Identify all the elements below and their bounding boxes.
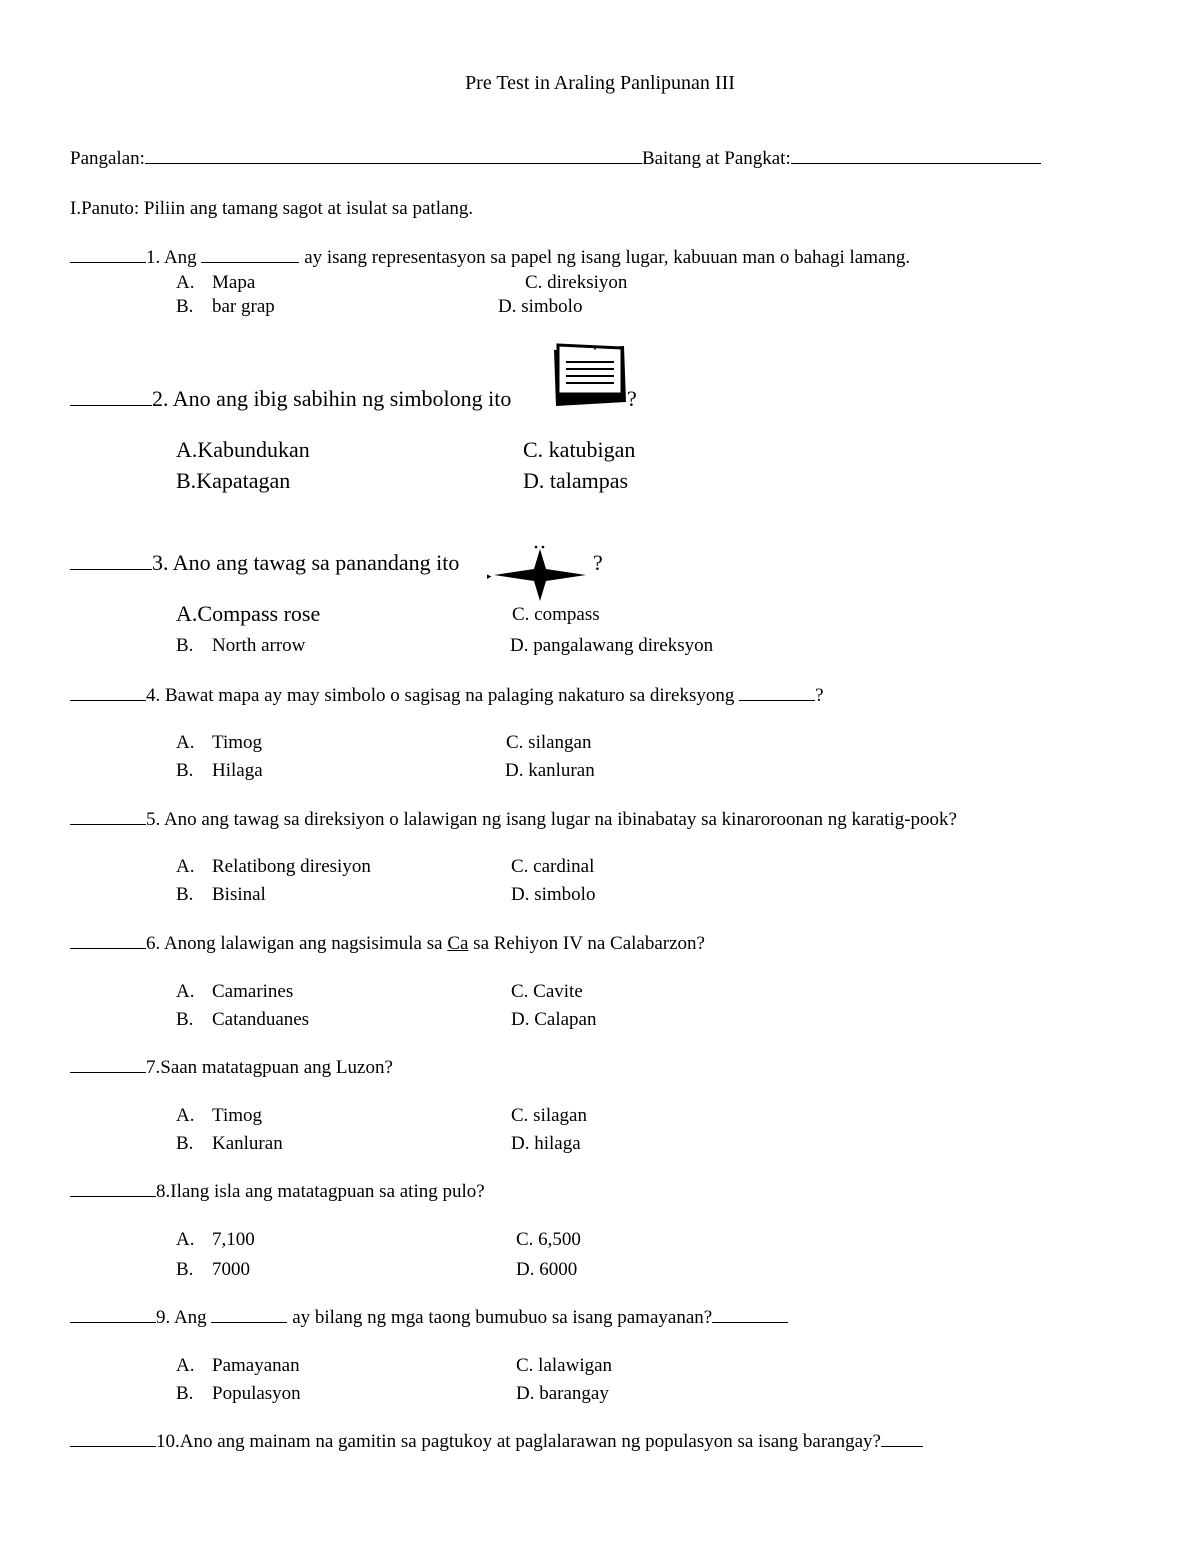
option-letter: B. <box>176 1009 194 1030</box>
option-text: Catanduanes <box>212 1009 310 1030</box>
question-text: Ano ang tawag sa direksiyon o lalawigan ng isang lugar na ibinabatay sa kinaroroonan ng karatig-pook? <box>163 809 957 830</box>
question-text: Anong lalawigan ang nagsisimula sa <box>163 933 443 954</box>
question-text: ay isang representasyon sa papel ng isang lugar, kabuuan man o bahagi lamang. <box>304 247 911 268</box>
option-b[interactable] <box>176 1384 301 1403</box>
option-letter: A. <box>176 981 195 1002</box>
option-text: Kapatagan <box>196 468 291 493</box>
option-d[interactable]: D. hilaga <box>511 1133 581 1154</box>
question-number: 1. <box>146 247 161 268</box>
option-letter: B. <box>176 1133 194 1154</box>
option-text: 7,100 <box>212 1229 255 1250</box>
option-b[interactable] <box>176 636 305 655</box>
question-10 <box>70 1432 923 1451</box>
option-letter: B. <box>176 635 194 656</box>
question-number: 10. <box>156 1431 180 1452</box>
answer-blank-7[interactable] <box>70 1071 146 1073</box>
option-text: Bisinal <box>212 884 266 905</box>
option-b[interactable] <box>176 297 275 316</box>
option-letter: A. <box>176 1229 195 1250</box>
option-letter: B. <box>176 468 197 493</box>
question-7 <box>70 1058 393 1077</box>
option-text: Compass rose <box>197 601 321 626</box>
option-b[interactable] <box>176 761 263 780</box>
question-8 <box>70 1182 485 1201</box>
option-b[interactable] <box>176 1010 309 1029</box>
option-letter: A. <box>176 856 195 877</box>
question-text: Bawat mapa ay may simbolo o sagisag na palaging nakaturo sa direksyong <box>165 685 735 706</box>
option-d[interactable]: D. simbolo <box>498 296 583 317</box>
option-b[interactable] <box>176 1134 283 1153</box>
option-c[interactable]: C. lalawigan <box>516 1355 613 1376</box>
answer-blank-9[interactable] <box>70 1321 156 1323</box>
option-c[interactable]: C. cardinal <box>511 856 595 877</box>
option-d[interactable]: D. 6000 <box>516 1259 578 1280</box>
question-text: ay bilang ng mga taong bumubuo sa isang pamayanan? <box>292 1307 713 1328</box>
option-text: Camarines <box>212 981 294 1002</box>
question-text: Ano ang mainam na gamitin sa pagtukoy at paglalarawan ng populasyon sa isang barangay? <box>179 1431 881 1452</box>
option-c[interactable]: C. compass <box>512 604 600 625</box>
question-number: 4. <box>146 685 161 706</box>
option-text: 7000 <box>212 1259 250 1280</box>
trailing-blank-9[interactable] <box>712 1321 788 1323</box>
question-text: Ang <box>173 1307 207 1328</box>
name-field[interactable] <box>70 149 1041 168</box>
fill-blank-9[interactable] <box>211 1321 287 1323</box>
answer-blank-3[interactable] <box>70 568 152 570</box>
option-c[interactable]: C. silangan <box>506 732 592 753</box>
question-number: 6. <box>146 933 161 954</box>
name-label: Pangalan: <box>70 148 145 169</box>
option-text: Timog <box>212 732 262 753</box>
question-3 <box>70 552 459 574</box>
option-c[interactable]: C. direksiyon <box>525 272 628 293</box>
grade-blank[interactable] <box>791 162 1041 164</box>
option-d[interactable]: D. simbolo <box>511 884 596 905</box>
option-a[interactable] <box>176 857 371 876</box>
option-text: Hilaga <box>212 760 263 781</box>
question-number: 5. <box>146 809 161 830</box>
underlined-text: Ca <box>447 933 469 954</box>
question-text: sa Rehiyon IV na Calabarzon? <box>473 933 705 954</box>
question-number: 2. <box>152 386 169 411</box>
option-c[interactable]: C. silagan <box>511 1105 587 1126</box>
answer-blank-6[interactable] <box>70 947 146 949</box>
trailing-blank-10[interactable] <box>881 1445 923 1447</box>
option-text: Populasyon <box>212 1383 301 1404</box>
option-letter: A. <box>176 601 198 626</box>
question-text: Ilang isla ang matatagpuan sa ating pulo? <box>170 1181 485 1202</box>
question-number: 9. <box>156 1307 171 1328</box>
answer-blank-1[interactable] <box>70 261 146 263</box>
option-letter: A. <box>176 1355 195 1376</box>
svg-text:▸: ▸ <box>487 571 492 581</box>
option-c[interactable]: C. 6,500 <box>516 1229 581 1250</box>
question-text: Ano ang tawag sa panandang ito <box>172 550 460 575</box>
fill-blank-4[interactable] <box>739 699 815 701</box>
option-d[interactable]: D. barangay <box>516 1383 609 1404</box>
question-1 <box>70 248 910 267</box>
option-letter: A. <box>176 732 195 753</box>
question-9 <box>70 1308 788 1327</box>
answer-blank-10[interactable] <box>70 1445 156 1447</box>
option-a[interactable] <box>176 733 262 752</box>
option-c[interactable]: C. Cavite <box>511 981 583 1002</box>
question-number: 3. <box>152 550 169 575</box>
question-end: ? <box>627 386 637 411</box>
option-letter: A. <box>176 272 195 293</box>
option-text: North arrow <box>212 635 306 656</box>
answer-blank-5[interactable] <box>70 823 146 825</box>
grade-label: Baitang at Pangkat: <box>641 148 791 169</box>
page-title: Pre Test in Araling Panlipunan III <box>465 72 735 94</box>
answer-blank-2[interactable] <box>70 404 152 406</box>
question-end: ? <box>593 550 603 575</box>
option-a[interactable] <box>176 603 320 625</box>
option-a[interactable] <box>176 439 310 461</box>
question-5 <box>70 810 957 829</box>
option-d[interactable]: D. Calapan <box>511 1009 597 1030</box>
option-c[interactable]: C. katubigan <box>523 437 636 462</box>
option-a[interactable] <box>176 1356 300 1375</box>
name-blank[interactable] <box>145 162 642 164</box>
option-d[interactable]: D. kanluran <box>505 760 595 781</box>
option-letter: B. <box>176 884 194 905</box>
option-a[interactable] <box>176 982 293 1001</box>
question-text: Saan matatagpuan ang Luzon? <box>160 1057 393 1078</box>
option-letter: B. <box>176 296 194 317</box>
option-letter: B. <box>176 760 194 781</box>
question-text: Ano ang ibig sabihin ng simbolong ito <box>172 386 512 411</box>
question-number: 7. <box>146 1057 161 1078</box>
option-a[interactable] <box>176 1106 262 1125</box>
option-b[interactable] <box>176 470 290 492</box>
option-letter: A. <box>176 1105 195 1126</box>
option-letter: A. <box>176 437 198 462</box>
question-2 <box>70 388 511 410</box>
option-text: Timog <box>212 1105 262 1126</box>
option-d[interactable]: D. talampas <box>523 468 629 493</box>
question-6 <box>70 934 705 953</box>
document-symbol-icon <box>550 342 630 410</box>
option-letter: B. <box>176 1383 194 1404</box>
option-a[interactable] <box>176 273 255 292</box>
option-text: Mapa <box>212 272 256 293</box>
option-a[interactable] <box>176 1230 255 1249</box>
option-text: bar grap <box>212 296 275 317</box>
option-text: Relatibong diresiyon <box>212 856 371 877</box>
answer-blank-4[interactable] <box>70 699 146 701</box>
option-text: Kanluran <box>212 1133 283 1154</box>
option-b[interactable] <box>176 885 266 904</box>
question-text: Ang <box>163 247 197 268</box>
option-b[interactable] <box>176 1260 250 1279</box>
instructions: I.Panuto: Piliin ang tamang sagot at isulat sa patlang. <box>70 198 474 219</box>
option-text: Kabundukan <box>197 437 310 462</box>
option-d[interactable]: D. pangalawang direksyon <box>510 635 714 656</box>
option-letter: B. <box>176 1259 194 1280</box>
compass-star-icon <box>486 543 596 601</box>
answer-blank-8[interactable] <box>70 1195 156 1197</box>
question-number: 8. <box>156 1181 171 1202</box>
option-text: Pamayanan <box>212 1355 300 1376</box>
question-4 <box>70 686 824 705</box>
question-end: ? <box>815 685 824 706</box>
fill-blank-1[interactable] <box>201 261 299 263</box>
